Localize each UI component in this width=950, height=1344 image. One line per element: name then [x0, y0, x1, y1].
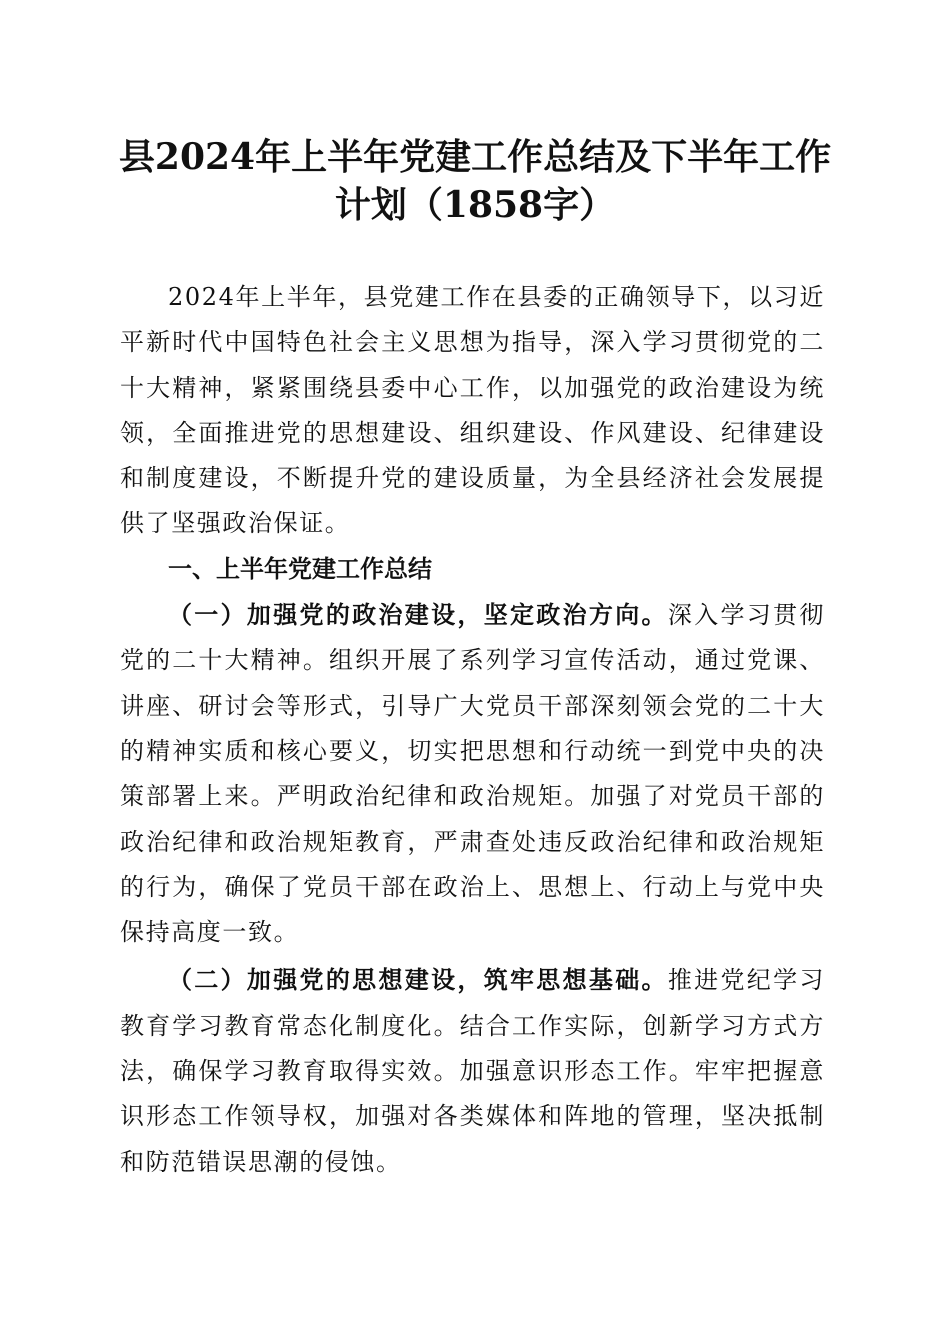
subsection-1-text: 深入学习贯彻党的二十大精神。组织开展了系列学习宣传活动，通过党课、讲座、研讨会等形式，引导广大党员干部深刻领会党的二十大的精神实质和核心要义，切实把思想和行动统一到党中央的决策部署上来。严明政治纪律和政治规矩。加强了对党员干部的政治纪律和政治规矩教育，严肃查处违反政治纪律和政治规矩的行为，确保了党员干部在政治上、思想上、行动上与党中央保持高度一致。	[120, 601, 825, 947]
section-heading-1: 一、上半年党建工作总结	[168, 554, 432, 583]
intro-paragraph: 2024年上半年，县党建工作在县委的正确领导下，以习近平新时代中国特色社会主义思想为指导，深入学习贯彻党的二十大精神，紧紧围绕县委中心工作，以加强党的政治建设为统领，全面推进党的思想建设、组织建设、作风建设、纪律建设和制度建设，不断提升党的建设质量，为全县经济社会发展提供了坚强政治保证。	[120, 283, 825, 538]
title-line-2: 计划（1858字）	[334, 184, 616, 226]
subsection-2-lead: （二）加强党的思想建设，筑牢思想基础。	[168, 965, 668, 995]
document-body	[120, 275, 825, 1185]
document-title	[110, 133, 840, 229]
subsection-2-paragraph	[120, 957, 825, 1184]
subsection-1-paragraph	[120, 592, 825, 955]
subsection-2-text: 推进党纪学习教育学习教育常态化制度化。结合工作实际，创新学习方式方法，确保学习教育取得实效。加强意识形态工作。牢牢把握意识形态工作领导权，加强对各类媒体和阵地的管理，坚决抵制和防范错误思潮的侵蚀。	[120, 966, 825, 1176]
subsection-1-lead: （一）加强党的政治建设，坚定政治方向。	[168, 600, 668, 630]
title-line-1: 县2024年上半年党建工作总结及下半年工作	[118, 136, 832, 178]
